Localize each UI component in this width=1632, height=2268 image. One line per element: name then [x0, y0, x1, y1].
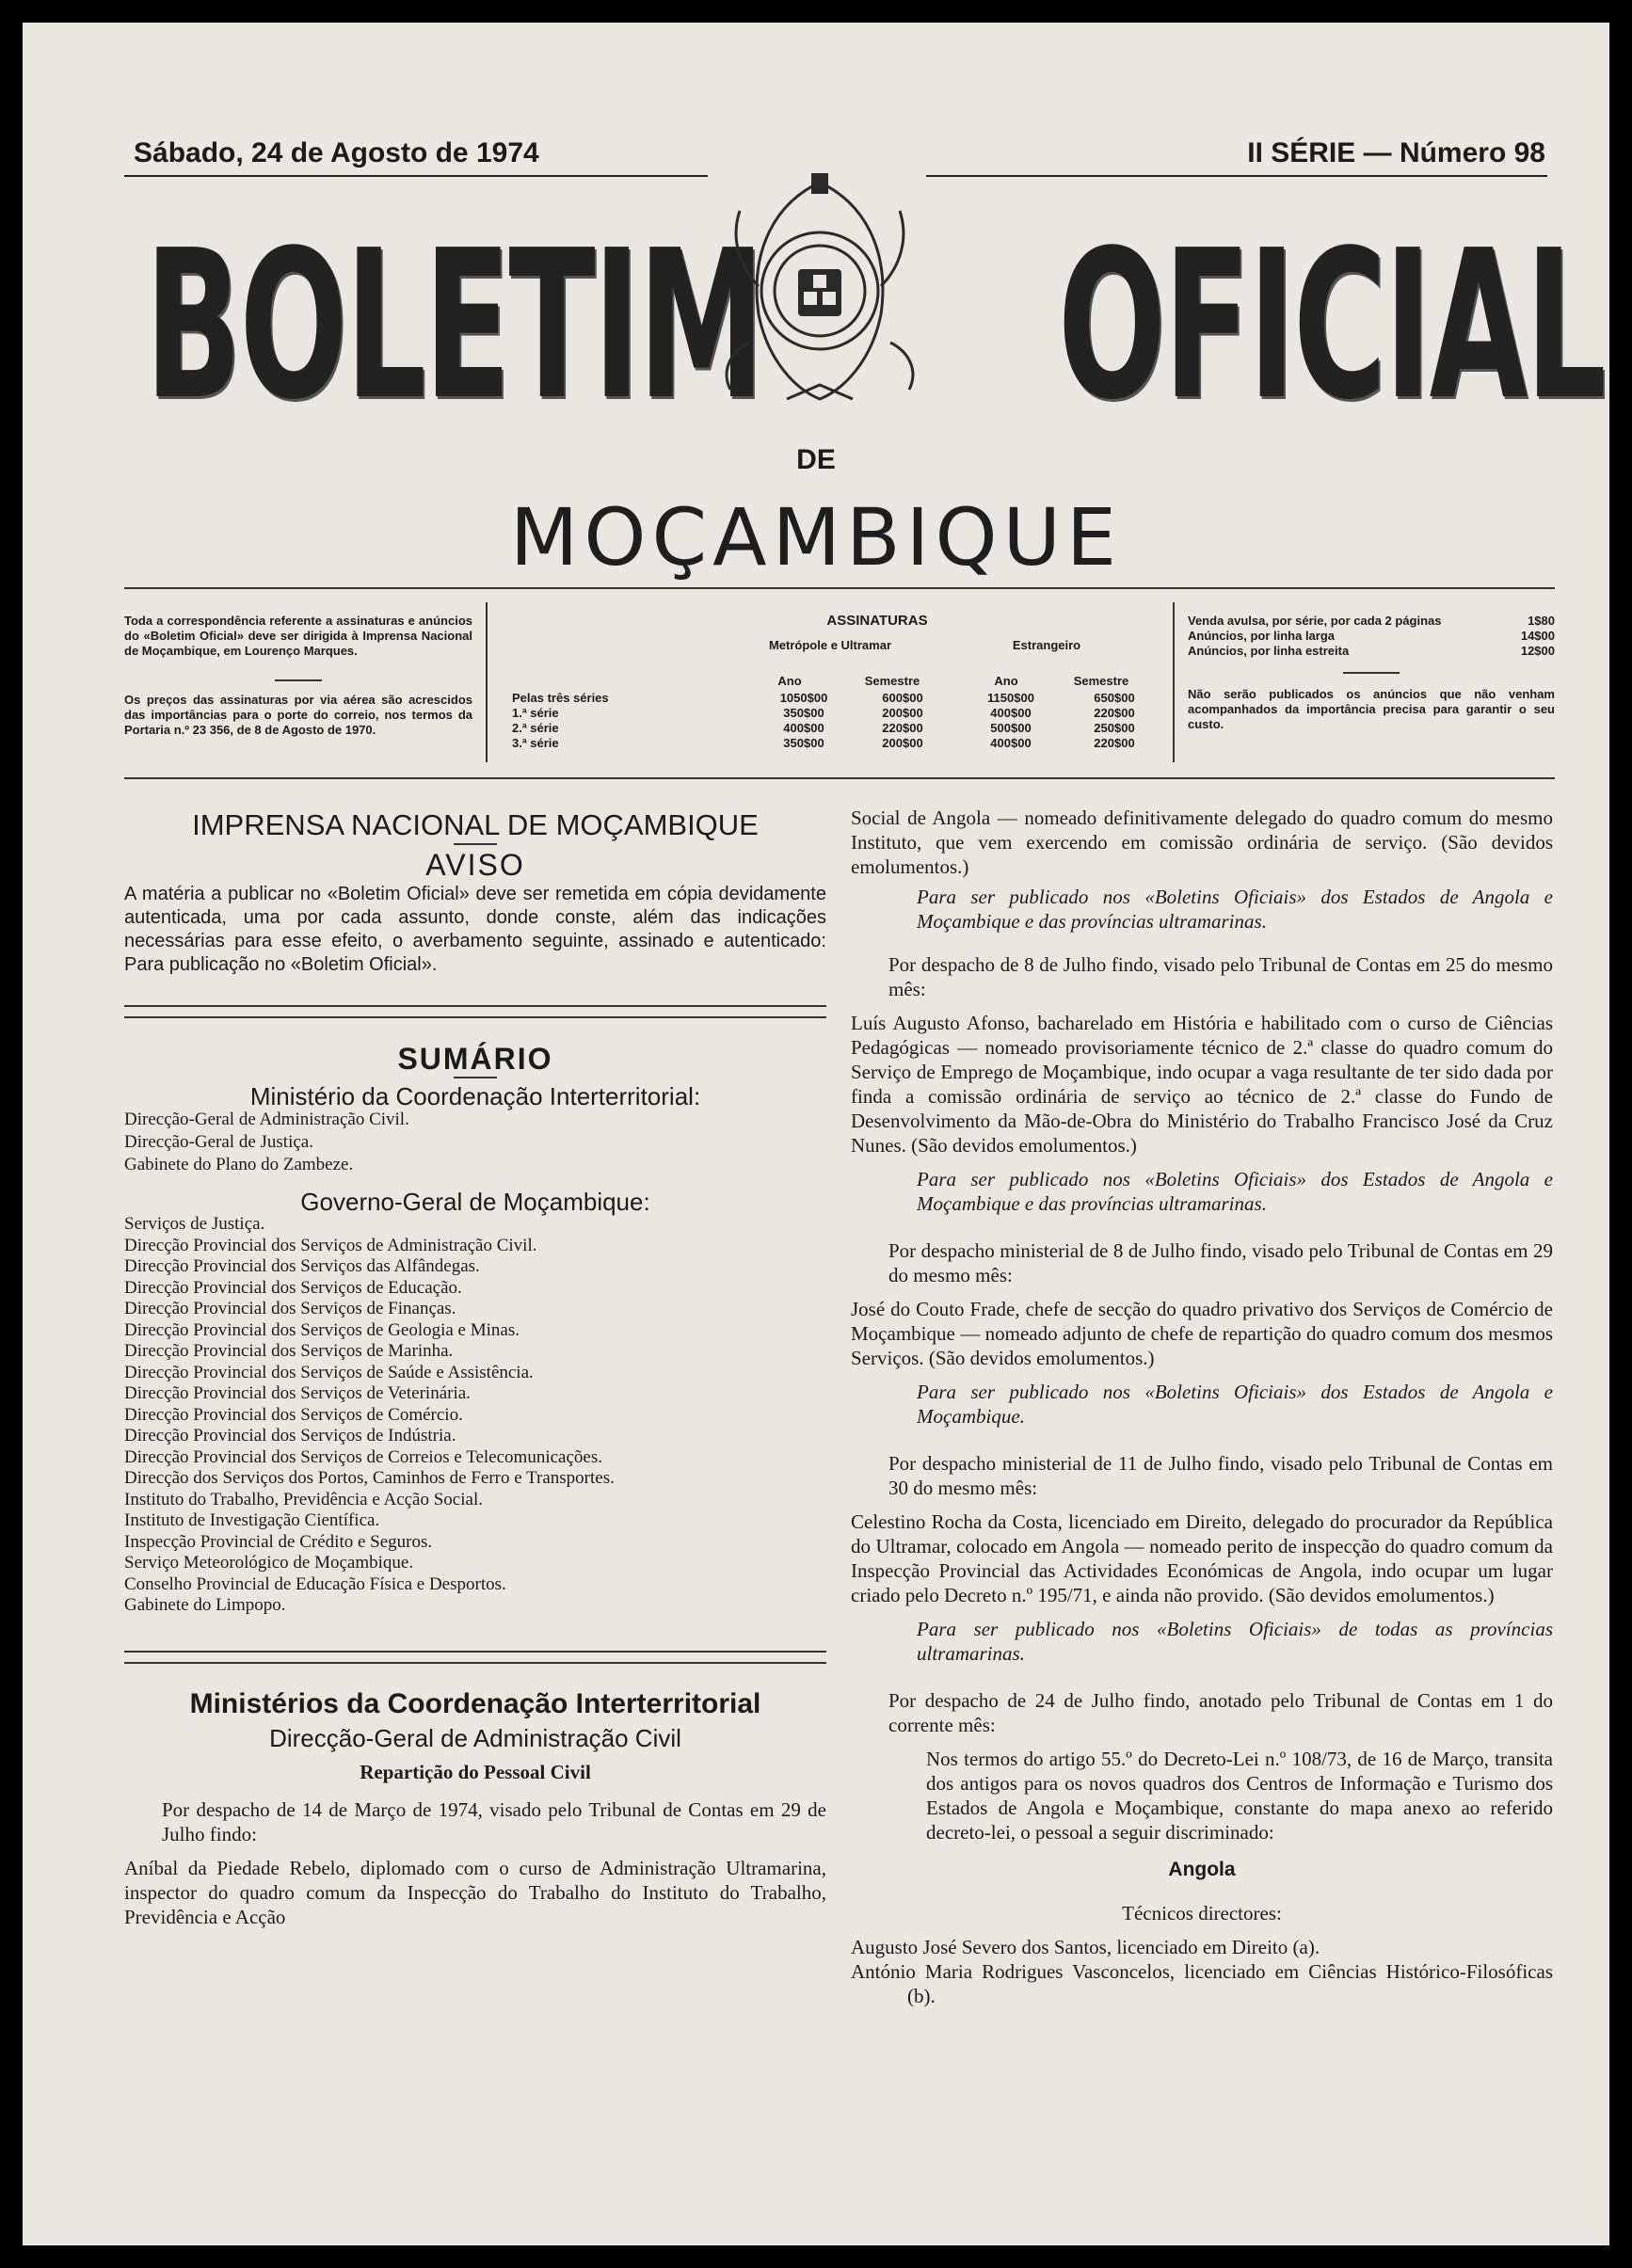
- correspondence-note: Toda a correspondência referente a assinaturas e anúncios do «Boletim Oficial» deve ser dirigida à Imprensa Nacional de Moçambique, em Lourenço Marques.: [124, 614, 472, 658]
- ano-header-1: Ano: [777, 674, 802, 688]
- price-row: 2.ª série 400$00 220$00 500$00 250$00: [512, 721, 1135, 735]
- list-item: Direcção-Geral de Administração Civil.: [124, 1110, 409, 1129]
- publication-note: Para ser publicado nos «Boletins Oficiais» dos Estados de Angola e Moçambique.: [917, 1381, 1553, 1428]
- paragraph: Luís Augusto Afonso, bacharelado em História e habilitado com o curso de Ciências Pedagógicas — nomeado provisoriamente técnico de 2.ª classe do quadro comum do Serviço de Emprego de Moçambique, indo ocupar a vaga resultante de ter sido dada por finda a comissão ordinária de serviço ao técnico de 2.ª classe do Fundo de Desenvolvimento da Mão-de-Obra do Ministério do Trabalho Francisco José da Cruz Nunes. (São devidos emolumentos.): [851, 1012, 1553, 1157]
- list-item: Instituto de Investigação Científica.: [124, 1510, 380, 1530]
- list-item: Direcção Provincial dos Serviços de Saúde e Assistência.: [124, 1362, 534, 1382]
- semestre-header-2: Semestre: [1073, 674, 1129, 688]
- despacho-text: Por despacho de 8 de Julho findo, visado pelo Tribunal de Contas em 25 do mesmo mês:: [888, 953, 1553, 1000]
- despacho-text: Por despacho de 14 de Março de 1974, visado pelo Tribunal de Contas em 29 de Julho findo:: [162, 1797, 826, 1845]
- list-item: Direcção Provincial dos Serviços das Alfândegas.: [124, 1256, 480, 1276]
- right-column: [851, 806, 1553, 2008]
- angola-heading: Angola: [1168, 1859, 1236, 1880]
- metropole-header: Metrópole e Ultramar: [768, 638, 892, 652]
- header-rule-right: [926, 175, 1547, 177]
- publication-note: Para ser publicado nos «Boletins Oficiais» de todas as províncias ultramarinas.: [917, 1618, 1553, 1665]
- list-item: Gabinete do Plano do Zambeze.: [124, 1155, 354, 1174]
- list-item: Conselho Provincial de Educação Física e Desportos.: [124, 1573, 506, 1594]
- left-column: [124, 808, 826, 1929]
- ministerio-heading: Ministério da Coordenação Interterritorial:: [249, 1082, 701, 1110]
- list-item: Direcção Provincial dos Serviços de Marinha.: [124, 1341, 454, 1361]
- subscription-box: [124, 587, 1555, 779]
- estrangeiro-header: Estrangeiro: [1012, 638, 1081, 652]
- avulsa-prices: Venda avulsa, por série, por cada 2 páginas 1$80 Anúncios, por linha larga 14$00 Anúncios, por linha estreita 12$00 Não serão publicados os anúncios que não venham acompanhados da importância precisa para garantir o seu custo.: [1188, 614, 1555, 731]
- anibal-text: Aníbal da Piedade Rebelo, diplomado com o curso de Administração Ultramarina, inspector do quadro comum da Inspecção do Trabalho do Instituto do Trabalho, Previdência e Acção: [124, 1856, 826, 1928]
- list-item: Serviços de Justiça.: [124, 1214, 265, 1234]
- list-item: Direcção Provincial dos Serviços de Veterinária.: [124, 1383, 471, 1403]
- reparticao-heading: Repartição do Pessoal Civil: [360, 1760, 591, 1783]
- paragraph: Nos termos do artigo 55.º do Decreto-Lei n.º 108/73, de 16 de Março, transita dos antigos para os novos quadros dos Centros de Informação e Turismo dos Estados de Angola e Moçambique, constante do mapa anexo ao referido decreto-lei, o pessoal a seguir discriminado:: [926, 1748, 1553, 1844]
- assinaturas-title: ASSINATURAS: [826, 613, 928, 629]
- price-row: 1.ª série 350$00 200$00 400$00 220$00: [512, 706, 1135, 720]
- imprensa-heading: IMPRENSA NACIONAL DE MOÇAMBIQUE: [192, 808, 759, 841]
- list-item: Direcção Provincial dos Serviços de Administração Civil.: [124, 1235, 537, 1255]
- masthead-oficial: OFICIAL: [1058, 207, 1605, 445]
- list-item: Direcção Provincial dos Serviços de Finanças.: [124, 1299, 456, 1318]
- despacho-text: Por despacho de 24 de Julho findo, anotado pelo Tribunal de Contas em 1 do corrente mês:: [888, 1689, 1553, 1736]
- ministerio-list: [124, 1109, 826, 1176]
- list-item: Direcção-Geral de Justiça.: [124, 1132, 313, 1152]
- paragraph: José do Couto Frade, chefe de secção do quadro privativo dos Serviços de Comércio de Moçambique — nomeado adjunto de chefe de repartição do quadro comum dos mesmos Serviços. (São devidos emolumentos.): [851, 1298, 1553, 1369]
- list-item: Direcção Provincial dos Serviços de Comércio.: [124, 1404, 463, 1425]
- tecnicos-heading: Técnicos directores:: [1122, 1902, 1282, 1925]
- issue-date: Sábado, 24 de Agosto de 1974: [134, 137, 539, 168]
- ano-header-2: Ano: [994, 674, 1018, 688]
- semestre-header-1: Semestre: [864, 674, 920, 688]
- despacho-text: Por despacho ministerial de 8 de Julho findo, visado pelo Tribunal de Contas em 29 do mesmo mês:: [888, 1239, 1553, 1286]
- header-rule-left: [124, 175, 708, 177]
- price-row: Pelas três séries 1050$00 600$00 1150$00 650$00: [512, 691, 1135, 705]
- list-item: Direcção Provincial dos Serviços de Correios e Telecomunicações.: [124, 1446, 602, 1467]
- list-item: Inspecção Provincial de Crédito e Seguros.: [124, 1531, 433, 1552]
- paragraph: Social de Angola — nomeado definitivamente delegado do quadro comum do mesmo Instituto, que vem exercendo em comissão ordinária de serviço. (São devidos emolumentos.): [851, 807, 1553, 878]
- list-item: Direcção Provincial dos Serviços de Indústria.: [124, 1426, 456, 1445]
- issue-series: II SÉRIE — Número 98: [1247, 137, 1545, 168]
- despacho-text: Por despacho ministerial de 11 de Julho findo, visado pelo Tribunal de Contas em 30 do mesmo mês:: [888, 1452, 1553, 1499]
- airmail-note: Os preços das assinaturas por via aérea são acrescidos das importâncias para o porte do correio, nos termos da Portaria n.º 23 356, de 8 de Agosto de 1970.: [124, 693, 472, 737]
- sumario-heading: SUMÁRIO: [397, 1042, 553, 1076]
- list-item: Gabinete do Limpopo.: [124, 1595, 286, 1615]
- aviso-text: A matéria a publicar no «Boletim Oficial» deve ser remetida em cópia devidamente autenticada, uma por cada assunto, donde conste, além das indicações necessárias para esse efeito, o averbamento seguinte, assinado e autenticado: Para publicação no «Boletim Oficial».: [124, 884, 826, 975]
- list-item: Direcção Provincial dos Serviços de Educação.: [124, 1277, 462, 1298]
- coat-of-arms-icon: [721, 164, 919, 418]
- governo-heading: Governo-Geral de Moçambique:: [300, 1188, 650, 1216]
- dg-heading: Direcção-Geral de Administração Civil: [269, 1723, 681, 1752]
- price-row: 3.ª série 350$00 200$00 400$00 220$00: [512, 736, 1135, 750]
- ads-note: Não serão publicados os anúncios que não venham acompanhados da importância precisa para garantir o seu custo.: [1188, 687, 1555, 731]
- list-item: Serviço Meteorológico de Moçambique.: [124, 1553, 414, 1573]
- governo-list: [124, 1214, 826, 1617]
- masthead-de: DE: [796, 444, 836, 475]
- publication-note: Para ser publicado nos «Boletins Oficiais» dos Estados de Angola e Moçambique e das províncias ultramarinas.: [917, 886, 1553, 933]
- list-item: Direcção Provincial dos Serviços de Geologia e Minas.: [124, 1319, 520, 1340]
- list-item: Augusto José Severo dos Santos, licenciado em Direito (a).: [851, 1936, 1320, 1958]
- price-table: [512, 691, 1171, 751]
- ministerios-heading: Ministérios da Coordenação Interterritorial: [189, 1687, 761, 1719]
- list-item: Direcção dos Serviços dos Portos, Caminhos de Ferro e Transportes.: [124, 1468, 615, 1488]
- list-item: António Maria Rodrigues Vasconcelos, licenciado em Ciências Histórico-Filosóficas (b).: [851, 1960, 1553, 2007]
- paragraph: Celestino Rocha da Costa, licenciado em Direito, delegado do procurador da República do Ultramar, colocado em Angola — nomeado perito de inspecção do quadro comum da Inspecção Provincial das Actividades Económicas de Angola, indo ocupar um lugar criado pelo Decreto n.º 195/71, e ainda não provido. (São devidos emolumentos.): [851, 1510, 1553, 1606]
- section-divider: [124, 1005, 826, 1018]
- masthead-mocambique: MOÇAMBIQUE: [509, 491, 1123, 583]
- aviso-heading: AVISO: [425, 848, 525, 882]
- list-item: Instituto do Trabalho, Previdência e Acção Social.: [124, 1489, 483, 1509]
- publication-note: Para ser publicado nos «Boletins Oficiais» dos Estados de Angola e Moçambique e das províncias ultramarinas.: [917, 1168, 1553, 1215]
- page: [23, 23, 1609, 2245]
- masthead-boletim: BOLETIM: [145, 207, 762, 445]
- section-divider: [124, 1651, 826, 1664]
